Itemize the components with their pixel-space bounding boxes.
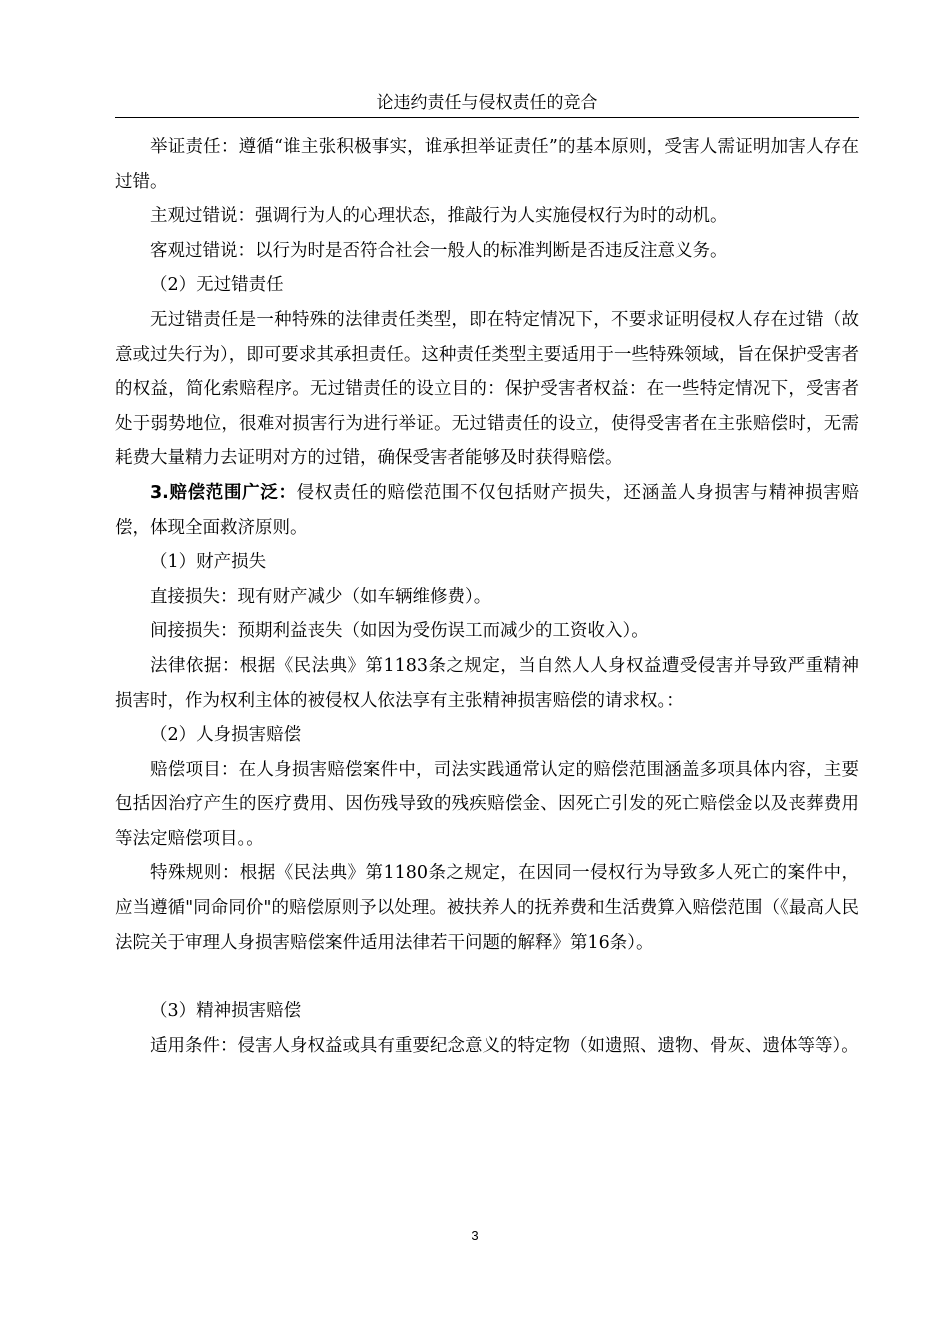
section-3-text: 侵权责任的赔偿范围不仅包括财产损失，还涵盖人身损害与精神损害赔偿，体现全面救济原则。 xyxy=(115,482,859,538)
paragraph-indirect-loss: 间接损失：预期利益丧失（如因为受伤误工而减少的工资收入）。 xyxy=(150,621,649,642)
paragraph-special-rules: 特殊规则：根据《民法典》第1180条之规定，在因同一侵权行为导致多人死亡的案件中，应当遵循"同命同价"的赔偿原则予以处理。被扶养人的抚养费和生活费算入赔偿范围（《最高人民法院关于审理人身损害赔偿案件适用法律若干问题的解释》第16条）。 xyxy=(115,863,859,953)
paragraph-burden-of-proof: 举证责任：遵循“谁主张积极事实，谁承担举证责任”的基本原则，受害人需证明加害人存在过错。 xyxy=(115,137,859,192)
paragraph-subjective-fault: 主观过错说：强调行为人的心理状态，推敲行为人实施侵权行为时的动机。 xyxy=(150,206,728,227)
subheading-mental-damage: （3）精神损害赔偿 xyxy=(150,1001,302,1022)
paragraph-applicable-conditions: 适用条件：侵害人身权益或具有重要纪念意义的特定物（如遗照、遗物、骨灰、遗体等等）。 xyxy=(150,1035,859,1056)
section-3-lead: 3.赔偿范围广泛： xyxy=(150,482,297,503)
paragraph-legal-basis: 法律依据：根据《民法典》第1183条之规定，当自然人人身权益遭受侵害并导致严重精神损害时，作为权利主体的被侵权人依法享有主张精神损害赔偿的请求权。： xyxy=(115,655,859,711)
paragraph-compensation-items: 赔偿项目：在人身损害赔偿案件中，司法实践通常认定的赔偿范围涵盖多项具体内容，主要包括因治疗产生的医疗费用、因伤残导致的残疾赔偿金、因死亡引发的死亡赔偿金以及丧葬费用等法定赔偿项目。。 xyxy=(115,759,859,849)
paragraph-compensation-scope xyxy=(115,476,859,545)
paragraph-objective-fault: 客观过错说：以行为时是否符合社会一般人的标准判断是否违反注意义务。 xyxy=(150,240,728,261)
page-number: 3 xyxy=(471,1228,479,1243)
paragraph-direct-loss: 直接损失：现有财产减少（如车辆维修费）。 xyxy=(150,586,492,607)
blank-line xyxy=(115,960,859,994)
subheading-personal-injury: （2）人身损害赔偿 xyxy=(150,725,302,746)
subheading-property-loss: （1）财产损失 xyxy=(150,552,267,573)
running-header: 论违约责任与侵权责任的竞合 xyxy=(115,92,859,118)
document-body xyxy=(115,130,859,1063)
subheading-no-fault-liability: （2）无过错责任 xyxy=(150,275,284,296)
paragraph-no-fault-liability: 无过错责任是一种特殊的法律责任类型，即在特定情况下，不要求证明侵权人存在过错（故意或过失行为），即可要求其承担责任。这种责任类型主要适用于一些特殊领域，旨在保护受害者的权益，简化索赔程序。无过错责任的设立目的：保护受害者权益：在一些特定情况下，受害者处于弱势地位，很难对损害行为进行举证。无过错责任的设立，使得受害者在主张赔偿时，无需耗费大量精力去证明对方的过错，确保受害者能够及时获得赔偿。 xyxy=(115,309,859,469)
